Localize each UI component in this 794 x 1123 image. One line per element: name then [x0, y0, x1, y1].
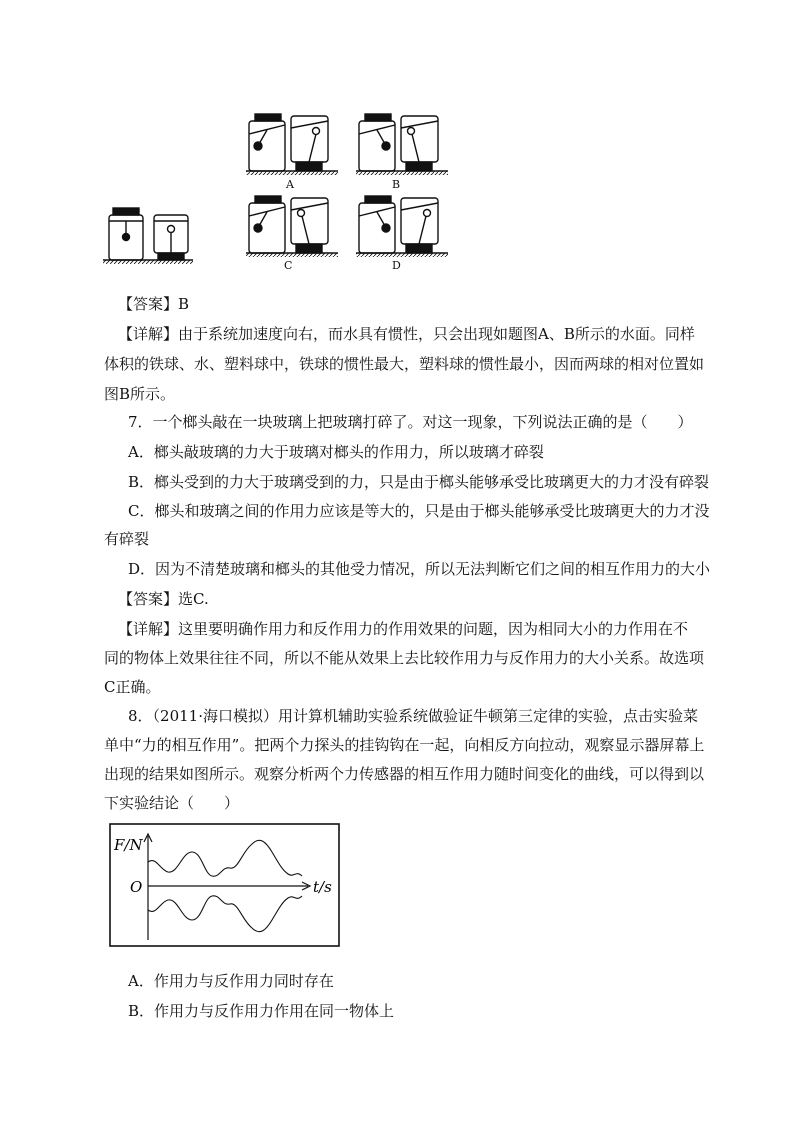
reference-jars — [103, 208, 193, 264]
q7-answer: 【答案】选C. — [118, 590, 209, 608]
q7-option-a: A．榔头敲玻璃的力大于玻璃对榔头的作用力，所以玻璃才碎裂 — [128, 443, 544, 461]
q7-option-d: D．因为不清楚玻璃和榔头的其他受力情况，所以无法判断它们之间的相互作用力的大小 — [128, 560, 711, 578]
q8-option-b: B．作用力与反作用力作用在同一物体上 — [128, 1002, 395, 1020]
q6-detail-line-2: 体积的铁球、水、塑料球中，铁球的惯性最大，塑料球的惯性最小，因而两球的相对位置如 — [104, 355, 705, 373]
q8-option-a: A．作用力与反作用力同时存在 — [128, 972, 334, 990]
force-time-graph — [108, 822, 342, 950]
q6-detail-line-1: 【详解】由于系统加速度向右，而水具有惯性，只会出现如题图A、B所示的水面。同样 — [118, 325, 695, 343]
jar-set-d — [356, 196, 448, 257]
jar-label-c: C — [284, 259, 293, 272]
graph-origin-label: O — [130, 878, 143, 896]
q7-stem: 7．一个榔头敲在一块玻璃上把玻璃打碎了。对这一现象，下列说法正确的是（ ） — [128, 413, 693, 431]
force-curve-lower — [148, 896, 302, 932]
q8-stem-line-4: 下实验结论（ ） — [104, 794, 240, 812]
q7-detail-line-3: C正确。 — [104, 678, 161, 696]
q8-stem-line-3: 出现的结果如图所示。观察分析两个力传感器的相互作用力随时间变化的曲线，可以得到以 — [104, 765, 705, 783]
jar-set-a — [246, 114, 338, 175]
jar-label-b: B — [392, 178, 401, 191]
q7-detail-line-1: 【详解】这里要明确作用力和反作用力的作用效果的问题，因为相同大小的力作用在不 — [118, 620, 689, 638]
q8-stem-line-1: 8．（2011·海口模拟）用计算机辅助实验系统做验证牛顿第三定律的实验，点击实验菜 — [128, 707, 698, 725]
jar-figure — [98, 108, 458, 268]
q8-stem-line-2: 单中“力的相互作用”。把两个力探头的挂钩钩在一起，向相反方向拉动，观察显示器屏幕上 — [104, 736, 705, 754]
graph-x-label: t/s — [313, 878, 332, 896]
q7-option-c-line-2: 有碎裂 — [104, 530, 150, 548]
force-curve-upper — [148, 840, 302, 876]
q6-answer: 【答案】B — [118, 295, 190, 313]
q7-option-b: B．榔头受到的力大于玻璃受到的力，只是由于榔头能够承受比玻璃更大的力才没有碎裂 — [128, 473, 710, 491]
jar-set-b — [356, 114, 448, 175]
q7-option-c-line-1: C．榔头和玻璃之间的作用力应该是等大的，只是由于榔头能够承受比玻璃更大的力才没 — [128, 502, 710, 520]
jar-label-d: D — [392, 259, 401, 272]
jar-label-a: A — [286, 178, 294, 191]
graph-y-label: F/N — [114, 836, 143, 854]
q7-detail-line-2: 同的物体上效果往往不同，所以不能从效果上去比较作用力与反作用力的大小关系。故选项 — [104, 649, 705, 667]
jar-set-c — [246, 196, 338, 257]
q6-detail-line-3: 图B所示。 — [104, 385, 176, 403]
